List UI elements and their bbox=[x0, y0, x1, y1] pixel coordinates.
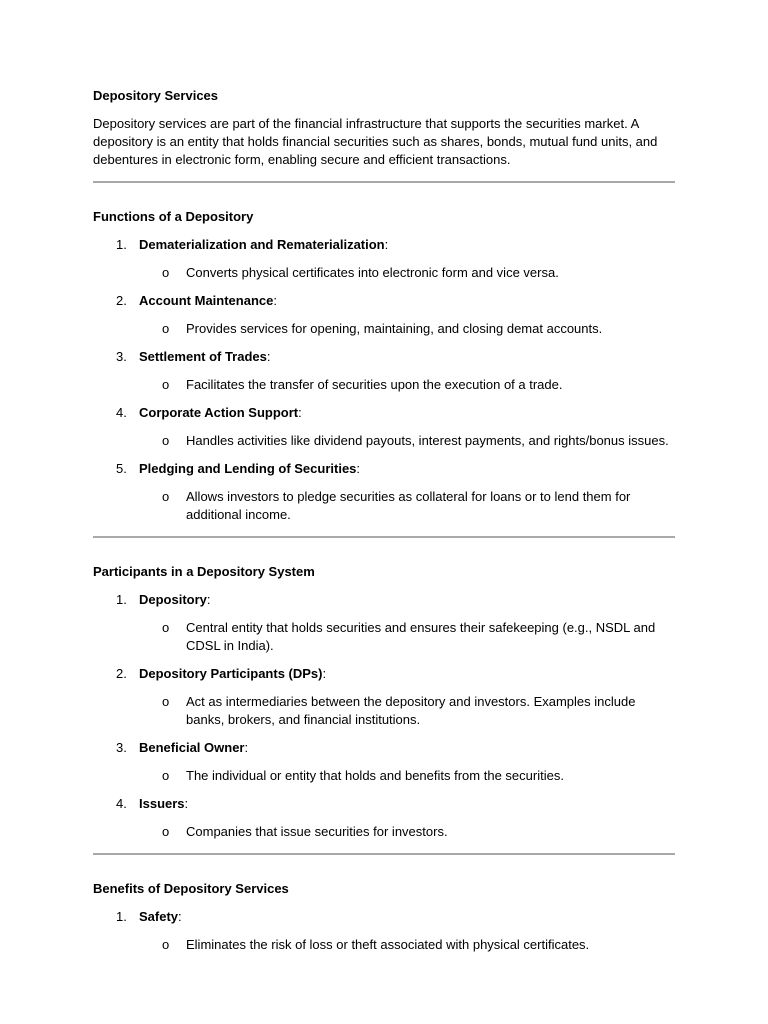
sub-item-text: Allows investors to pledge securities as collateral for loans or to lend them for additional income. bbox=[186, 489, 631, 522]
list-number: 3. bbox=[116, 349, 127, 364]
item-label: Depository bbox=[139, 592, 207, 607]
list-item bbox=[93, 591, 675, 609]
list-number: 2. bbox=[116, 293, 127, 308]
bullet-o-icon: o bbox=[162, 937, 170, 952]
list-item bbox=[93, 292, 675, 310]
section-participants bbox=[93, 563, 675, 841]
list-item bbox=[93, 739, 675, 757]
sub-item-text: Companies that issue securities for investors. bbox=[186, 824, 448, 839]
horizontal-rule bbox=[93, 181, 675, 183]
item-label: Settlement of Trades bbox=[139, 349, 267, 364]
item-label: Corporate Action Support bbox=[139, 405, 299, 420]
bullet-o-icon: o bbox=[162, 433, 170, 448]
sub-bullet-item bbox=[93, 432, 675, 450]
bullet-o-icon: o bbox=[162, 620, 170, 635]
sub-bullet-item bbox=[93, 823, 675, 841]
sub-bullet-item bbox=[93, 320, 675, 338]
sub-item-text: Handles activities like dividend payouts, interest payments, and rights/bonus issues. bbox=[186, 433, 669, 448]
list-item bbox=[93, 236, 675, 254]
list-number: 5. bbox=[116, 461, 127, 476]
sub-item-text: Provides services for opening, maintaining, and closing demat accounts. bbox=[186, 321, 603, 336]
sub-item-text: Converts physical certificates into electronic form and vice versa. bbox=[186, 265, 559, 280]
list-number: 3. bbox=[116, 740, 127, 755]
list-item bbox=[93, 348, 675, 366]
item-label: Account Maintenance bbox=[139, 293, 274, 308]
numbered-list bbox=[93, 591, 675, 841]
list-number: 4. bbox=[116, 405, 127, 420]
document-title: Depository Services bbox=[93, 88, 219, 103]
sub-item-text: The individual or entity that holds and benefits from the securities. bbox=[186, 768, 564, 783]
item-label: Safety bbox=[139, 909, 179, 924]
sub-bullet-item bbox=[93, 693, 675, 729]
section-heading: Participants in a Depository System bbox=[93, 564, 315, 579]
list-item bbox=[93, 908, 675, 926]
sub-bullet-item bbox=[93, 619, 675, 655]
numbered-list bbox=[93, 908, 675, 954]
section-functions bbox=[93, 208, 675, 524]
sub-item-text: Facilitates the transfer of securities upon the execution of a trade. bbox=[186, 377, 563, 392]
sub-bullet-item bbox=[93, 767, 675, 785]
horizontal-rule bbox=[93, 536, 675, 538]
item-label: Beneficial Owner bbox=[139, 740, 245, 755]
item-label: Pledging and Lending of Securities bbox=[139, 461, 357, 476]
sub-item-text: Act as intermediaries between the depository and investors. Examples include banks, brokers, and financial institutions. bbox=[186, 694, 636, 727]
list-number: 4. bbox=[116, 796, 127, 811]
document-page bbox=[93, 87, 675, 954]
item-suffix: : bbox=[356, 461, 361, 476]
list-number: 1. bbox=[116, 592, 127, 607]
horizontal-rule bbox=[93, 853, 675, 855]
sub-item-text: Eliminates the risk of loss or theft associated with physical certificates. bbox=[186, 937, 590, 952]
item-suffix: : bbox=[178, 909, 182, 924]
bullet-o-icon: o bbox=[162, 694, 170, 709]
list-item bbox=[93, 665, 675, 683]
list-number: 2. bbox=[116, 666, 127, 681]
bullet-o-icon: o bbox=[162, 768, 170, 783]
sub-item-text: Central entity that holds securities and ensures their safekeeping (e.g., NSDL and CDSL in India). bbox=[186, 620, 656, 653]
sub-bullet-item bbox=[93, 488, 675, 524]
bullet-o-icon: o bbox=[162, 824, 170, 839]
bullet-o-icon: o bbox=[162, 265, 170, 280]
item-suffix: : bbox=[266, 349, 271, 364]
list-item bbox=[93, 404, 675, 422]
item-suffix: : bbox=[244, 740, 249, 755]
item-label: Dematerialization and Rematerialization bbox=[139, 237, 385, 252]
item-suffix: : bbox=[206, 592, 211, 607]
sub-bullet-item bbox=[93, 376, 675, 394]
list-item bbox=[93, 460, 675, 478]
section-heading: Functions of a Depository bbox=[93, 209, 254, 224]
bullet-o-icon: o bbox=[162, 321, 170, 336]
section-heading: Benefits of Depository Services bbox=[93, 881, 289, 896]
bullet-o-icon: o bbox=[162, 377, 170, 392]
list-number: 1. bbox=[116, 909, 127, 924]
item-label: Depository Participants (DPs) bbox=[139, 666, 323, 681]
item-suffix: : bbox=[322, 666, 327, 681]
item-suffix: : bbox=[298, 405, 302, 420]
sub-bullet-item bbox=[93, 264, 675, 282]
item-suffix: : bbox=[273, 293, 277, 308]
item-suffix: : bbox=[384, 237, 389, 252]
bullet-o-icon: o bbox=[162, 489, 170, 504]
section-benefits bbox=[93, 880, 675, 954]
intro-paragraph: Depository services are part of the financial infrastructure that supports the securities market. A depository is an entity that holds financial securities such as shares, bonds, mutual fund units, and debentures in electronic form, enabling secure and efficient transactions. bbox=[93, 116, 658, 167]
numbered-list bbox=[93, 236, 675, 524]
sub-bullet-item bbox=[93, 936, 675, 954]
list-number: 1. bbox=[116, 237, 127, 252]
list-item bbox=[93, 795, 675, 813]
item-suffix: : bbox=[184, 796, 189, 811]
item-label: Issuers bbox=[139, 796, 185, 811]
